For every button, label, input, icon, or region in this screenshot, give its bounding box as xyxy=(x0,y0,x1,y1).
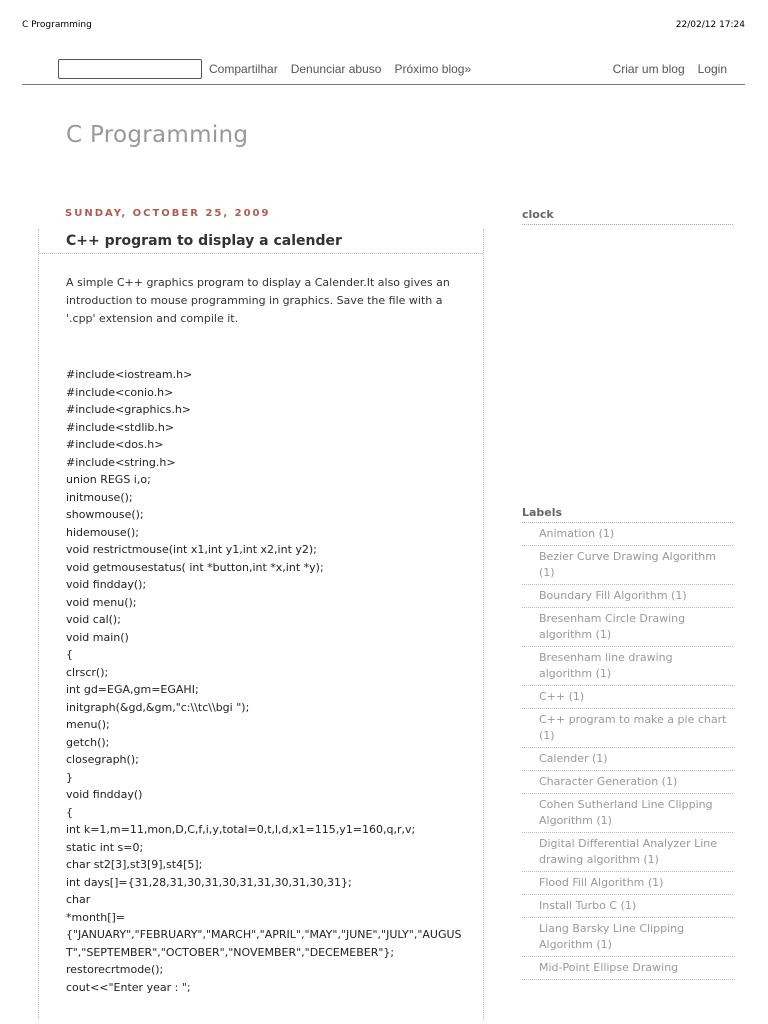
print-header-datetime: 22/02/12 17:24 xyxy=(675,20,745,30)
code-line: hidemouse(); xyxy=(66,525,139,539)
post-code-block xyxy=(66,366,466,996)
print-header xyxy=(22,20,745,30)
sidebar xyxy=(522,208,733,974)
share-link[interactable]: Compartilhar xyxy=(209,62,278,76)
label-link[interactable]: Boundary Fill Algorithm (1) xyxy=(522,585,733,608)
code-line: void main() xyxy=(66,630,129,644)
code-line: {"JANUARY","FEBRUARY","MARCH","APRIL","MAY","JUNE","JULY","AUGUST","SEPTEMBER","OCTOBER","NOVEMBER","DECEMEBER"}; xyxy=(66,928,462,959)
code-line: showmouse(); xyxy=(66,508,144,521)
navbar-right-links xyxy=(613,62,727,76)
label-link[interactable]: Calender (1) xyxy=(522,748,733,771)
code-line: int k=1,m=11,mon,D,C,f,i,y,total=0,t,l,d,x1=115,y1=160,q,r,v; xyxy=(66,823,416,836)
login-link[interactable]: Login xyxy=(697,62,727,76)
label-link[interactable]: Character Generation (1) xyxy=(522,771,733,794)
label-link[interactable]: Digital Differential Analyzer Line drawing algorithm (1) xyxy=(522,833,733,872)
blogger-navbar xyxy=(22,56,745,85)
label-link[interactable]: C++ program to make a pie chart (1) xyxy=(522,709,733,748)
code-line: int days[]={31,28,31,30,31,30,31,31,30,31,30,31}; xyxy=(66,875,352,889)
post xyxy=(38,229,484,1019)
label-link[interactable]: Bresenham line drawing algorithm (1) xyxy=(522,647,733,686)
report-abuse-link[interactable]: Denunciar abuso xyxy=(290,62,382,76)
post-intro: A simple C++ graphics program to display a Calender.It also gives an introduction to mouse programming in graphics. Save the file with a '.cpp' extension and compile it. xyxy=(66,276,450,325)
code-line: { xyxy=(66,805,73,819)
label-link[interactable]: Install Turbo C (1) xyxy=(522,895,733,918)
code-line: initgraph(&gd,&gm,"c:\\tc\\bgi "); xyxy=(66,700,250,714)
code-line: { xyxy=(66,648,73,661)
post-date: SUNDAY, OCTOBER 25, 2009 xyxy=(65,208,271,219)
code-line: union REGS i,o; xyxy=(66,473,151,486)
code-line: static int s=0; xyxy=(66,840,144,854)
label-link[interactable]: Animation (1) xyxy=(522,523,733,546)
code-line: #include<iostream.h> xyxy=(66,368,193,381)
code-line: initmouse(); xyxy=(66,490,133,504)
post-title[interactable]: C++ program to display a calender xyxy=(39,233,483,254)
code-line: void findday() xyxy=(66,788,143,801)
next-blog-link[interactable]: Próximo blog» xyxy=(394,62,472,76)
code-line: #include<graphics.h> xyxy=(66,403,192,416)
print-header-title: C Programming xyxy=(22,20,92,30)
label-link[interactable]: Liang Barsky Line Clipping Algorithm (1) xyxy=(522,918,733,957)
code-line: #include<string.h> xyxy=(66,455,176,469)
label-link[interactable]: Bresenham Circle Drawing algorithm (1) xyxy=(522,608,733,647)
code-line: void menu(); xyxy=(66,595,137,609)
code-line: cout<<"Enter year : "; xyxy=(66,980,191,994)
navbar-links xyxy=(209,62,471,76)
code-line: #include<conio.h> xyxy=(66,385,174,399)
clock-widget-heading: clock xyxy=(522,208,733,225)
blog-title[interactable]: C Programming xyxy=(66,122,249,148)
label-link[interactable]: Flood Fill Algorithm (1) xyxy=(522,872,733,895)
code-line: closegraph(); xyxy=(66,753,139,766)
code-line: *month[]= xyxy=(66,910,126,924)
code-line: } xyxy=(66,770,73,784)
code-line: char st2[3],st3[9],st4[5]; xyxy=(66,858,203,871)
navbar-search-input[interactable] xyxy=(58,59,202,79)
code-line: #include<stdlib.h> xyxy=(66,420,175,434)
label-link[interactable]: Bezier Curve Drawing Algorithm (1) xyxy=(522,546,733,585)
code-line: getch(); xyxy=(66,735,110,749)
code-line: void restrictmouse(int x1,int y1,int x2,int y2); xyxy=(66,543,317,556)
label-link[interactable]: Mid-Point Ellipse Drawing xyxy=(522,957,733,980)
code-line: menu(); xyxy=(66,718,110,731)
code-line: void getmousestatus( int *button,int *x,int *y); xyxy=(66,560,324,574)
code-line: clrscr(); xyxy=(66,665,109,679)
code-line: void cal(); xyxy=(66,613,121,626)
create-blog-link[interactable]: Criar um blog xyxy=(612,62,685,76)
code-line: #include<dos.h> xyxy=(66,438,164,451)
main-column xyxy=(38,208,484,994)
labels-heading: Labels xyxy=(522,506,733,523)
label-link[interactable]: Cohen Sutherland Line Clipping Algorithm (1) xyxy=(522,794,733,833)
labels-widget xyxy=(522,506,733,980)
labels-list xyxy=(522,523,733,980)
code-line: char xyxy=(66,893,91,906)
label-link[interactable]: C++ (1) xyxy=(522,686,733,709)
code-line: int gd=EGA,gm=EGAHI; xyxy=(66,683,199,696)
code-line: restorecrtmode(); xyxy=(66,963,164,976)
code-line: void findday(); xyxy=(66,578,147,591)
